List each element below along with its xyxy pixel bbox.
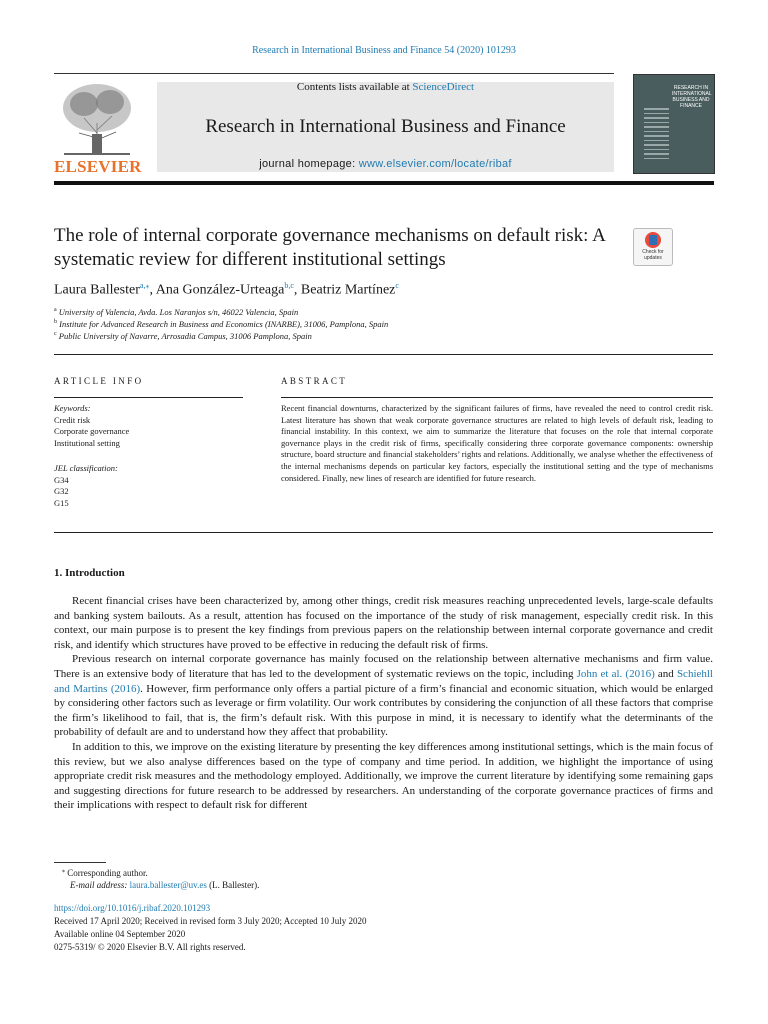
cover-title: RESEARCH IN INTERNATIONAL BUSINESS AND FINANCE (672, 85, 712, 109)
paragraph-text: and (654, 667, 677, 680)
jel-label: JEL classification: (54, 463, 118, 473)
keyword: Corporate governance (54, 426, 130, 437)
author-name[interactable]: Ana González-Urteaga (155, 282, 285, 298)
paragraph-text: . However, firm performance only offers a partial picture of a firm’s financial and economic situation, which would be enlarged by considering other factors such as leverage or firm volatility. Our work contributes by considering the conjunction of all these factors that comprise the firm’s likelihood to fail, that is, the firm’s default risk. With this purpose in mind, it is necessary to identify what the determinants of the probability of default are and to understand how they affect that probability. (54, 682, 713, 739)
citation-header[interactable]: Research in International Business and Finance 54 (2020) 101293 (252, 45, 516, 56)
keywords-label: Keywords: (54, 403, 91, 413)
check-updates-icon (645, 232, 661, 248)
abstract-rule (281, 397, 713, 398)
affiliation (54, 331, 312, 341)
author-name[interactable]: Beatriz Martínez (300, 282, 396, 298)
email-link[interactable]: laura.ballester@uv.es (129, 880, 207, 890)
email-suffix: (L. Ballester). (206, 880, 260, 890)
copyright: 0275-5319/ © 2020 Elsevier B.V. All rights reserved. (54, 942, 246, 952)
footnote-rule (54, 862, 106, 863)
paragraph: Recent financial crises have been characterized by, among other things, credit risk measures reaching unprecedented levels, large-scale defaults and banking system bailouts. As a result, attention has focused on the importance of the study of risk management, especially credit risk. In this context, our main purpose is to present the key findings from previous papers on the relationship between internal corporate governance and credit risk, and identify which structures have proved to be effective in reducing the default risk of firms. (54, 595, 713, 651)
affiliation-text: Public University of Navarre, Arrosadia Campus, 31006 Pamplona, Spain (58, 331, 312, 341)
affiliation (54, 319, 388, 329)
affiliation-text: University of Valencia, Avda. Los Naranjos s/n, 46022 Valencia, Spain (58, 307, 299, 317)
received-dates: Received 17 April 2020; Received in revised form 3 July 2020; Accepted 10 July 2020 (54, 916, 367, 926)
available-online: Available online 04 September 2020 (54, 929, 186, 939)
homepage-link[interactable]: www.elsevier.com/locate/ribaf (358, 158, 512, 170)
paragraph-text: Previous research on internal corporate governance has mainly focused on the relationship between alternative mechanisms and firm value. There is an extensive body of literature that has led to the development of systematic reviews on the topic, including (54, 653, 713, 680)
author-affil-marker[interactable]: a,⁎ (139, 281, 150, 290)
paragraph (54, 652, 713, 740)
jel-code: G32 (54, 486, 69, 497)
section-rule (54, 354, 713, 355)
header-thick-rule (54, 181, 714, 185)
email-label: E-mail address: (70, 880, 128, 890)
email-note (70, 880, 259, 890)
contents-prefix: Contents lists available at (296, 81, 413, 93)
sciencedirect-link[interactable]: ScienceDirect (412, 81, 475, 93)
check-updates-label: Check for updates (642, 249, 664, 261)
affiliation-text: Institute for Advanced Research in Business and Economics (INARBE), 31006, Pamplona, Spain (59, 319, 389, 329)
keyword: Credit risk (54, 414, 91, 425)
author-name[interactable]: Laura Ballester (54, 282, 140, 298)
journal-title: Research in International Business and Finance (205, 116, 566, 137)
author-list: Laura Ballester$^{a,⁎}$, Ana González-Urteaga$^{b,c}$, Beatriz Martínez$^c$ (54, 281, 399, 298)
corresponding-author-note: ⁎ Corresponding author. (62, 868, 148, 878)
doi-link[interactable]: https://doi.org/10.1016/j.ribaf.2020.101293 (54, 903, 211, 913)
keyword: Institutional setting (54, 437, 120, 448)
affiliation (54, 307, 298, 317)
jel-code: G34 (54, 474, 69, 485)
homepage-line (157, 158, 614, 170)
section-rule (54, 532, 713, 533)
affiliation-marker: a (54, 307, 57, 314)
contents-line (157, 81, 614, 93)
abstract-heading: ABSTRACT (281, 376, 348, 386)
section-heading-introduction: 1. Introduction (54, 567, 125, 579)
author-affil-marker[interactable]: b,c (284, 281, 294, 290)
cover-decoration (644, 105, 669, 162)
abstract-text: Recent financial downturns, characterized by the significant failures of firms, have revealed the need to control credit risk. Latest literature has shown that weak corporate governance structures are related to high levels of default risk, leading to financial instability. In this context, we aim to summarize the literature that focuses on the role that internal corporate governance plays in the credit risk of firms, specifically considering three corporate governance components: ownership structure, board structure and financial stakeholders’ rights and relations. Additionally, we analyse whether the effectiveness of the internal mechanisms depends on particular key factors, especially the institutional setting and the type of mechanisms considered. Finally, new lines of research are identified for future research. (281, 403, 713, 483)
journal-cover-image (633, 74, 715, 174)
corresponding-text: Corresponding author. (67, 868, 148, 878)
citation-link[interactable]: Schiehll and Martins (2016) (54, 667, 713, 695)
article-info-heading: ARTICLE INFO (54, 376, 144, 386)
check-for-updates-button[interactable] (633, 228, 673, 266)
article-info-rule (54, 397, 243, 398)
affiliation-marker: c (54, 331, 57, 338)
paragraph: In addition to this, we improve on the existing literature by presenting the key differences among institutional settings, which is the main focus of this review, but we also analyse differences based on the type of company and time period. In addition, we highlight the importance of using appropriate credit risk measures and the methodology employed. Additionally, we improve the current literature by identifying some remaining gaps and suggesting directions for future research to be addressed by researchers. An understanding of the corporate governance practices of firms and their implications with respect to default risk for different (54, 740, 713, 812)
homepage-prefix: journal homepage: (259, 158, 359, 170)
author-affil-marker[interactable]: c (395, 281, 399, 290)
publisher-name: ELSEVIER (54, 157, 142, 176)
jel-code: G15 (54, 497, 69, 508)
introduction-body (54, 594, 713, 813)
paper-title: The role of internal corporate governance mechanisms on default risk: A systematic review for different institutional settings (54, 225, 605, 270)
citation-link[interactable]: John et al. (2016) (576, 667, 655, 680)
affiliation-marker: b (54, 319, 57, 326)
header-rule (54, 73, 614, 74)
